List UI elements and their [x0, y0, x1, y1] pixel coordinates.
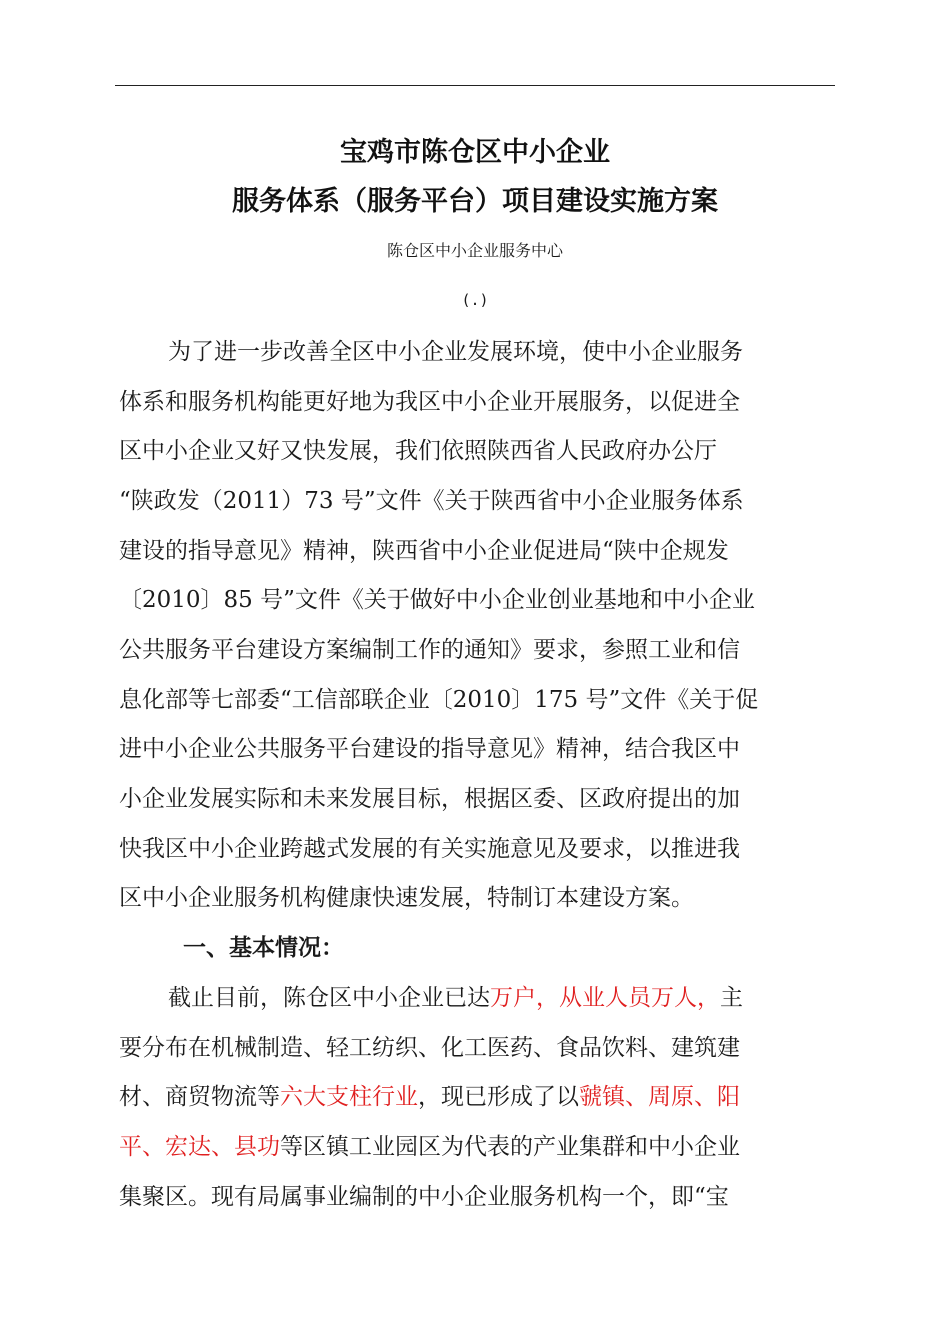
section1-line: 集聚区。现有局属事业编制的中小企业服务机构一个，即“宝 [119, 1184, 729, 1210]
intro-line: 区中小企业又好又快发展，我们依照陕西省人民政府办公厅 [119, 438, 717, 464]
section1-line [119, 1131, 831, 1163]
intro-line: 建设的指导意见》精神，陕西省中小企业促进局“陕中企规发 [119, 538, 729, 564]
intro-line: 体系和服务机构能更好地为我区中小企业开展服务，以促进全 [119, 389, 740, 415]
intro-line: 小企业发展实际和未来发展目标，根据区委、区政府提出的加 [119, 786, 740, 812]
intro-line: 进中小企业公共服务平台建设的指导意见》精神，结合我区中 [119, 736, 740, 762]
text-run: ，现已形成了以 [418, 1084, 579, 1110]
text-run: 材、商贸物流等 [119, 1084, 280, 1110]
text-run: 等区镇工业园区为代表的产业集群和中小企业 [280, 1134, 740, 1160]
intro-line: 区中小企业服务机构健康快速发展，特制订本建设方案。 [119, 885, 694, 911]
doc-title-line2: 服务体系（服务平台）项目建设实施方案 [232, 186, 718, 217]
doc-date-mark: (.) [461, 291, 489, 309]
highlight-text: 虢镇、周原、阳 [579, 1084, 740, 1110]
header-rule [115, 85, 835, 86]
text-run: 主 [720, 985, 743, 1011]
text-run: 截止目前，陈仓区中小企业已达 [168, 985, 490, 1011]
intro-line: 为了进一步改善全区中小企业发展环境，使中小企业服务 [168, 339, 743, 365]
intro-line: “陕政发（2011）73 号”文件《关于陕西省中小企业服务体系 [119, 488, 744, 514]
highlight-text: 万户，从业人员万人， [490, 985, 720, 1011]
doc-title-line1: 宝鸡市陈仓区中小企业 [340, 137, 610, 168]
section-heading-basic-info: 一、基本情况： [183, 935, 344, 961]
intro-line: 〔2010〕85 号”文件《关于做好中小企业创业基地和中小企业 [119, 587, 755, 613]
intro-line: 快我区中小企业跨越式发展的有关实施意见及要求，以推进我 [119, 836, 740, 862]
intro-line: 息化部等七部委“工信部联企业〔2010〕175 号”文件《关于促 [119, 687, 759, 713]
highlight-text: 六大支柱行业 [280, 1084, 418, 1110]
section1-line [168, 982, 831, 1014]
section1-line: 要分布在机械制造、轻工纺织、化工医药、食品饮料、建筑建 [119, 1035, 740, 1061]
intro-line: 公共服务平台建设方案编制工作的通知》要求，参照工业和信 [119, 637, 740, 663]
section1-line [119, 1081, 831, 1113]
doc-author: 陈仓区中小企业服务中心 [386, 241, 563, 260]
highlight-text: 平、宏达、县功 [119, 1134, 280, 1160]
